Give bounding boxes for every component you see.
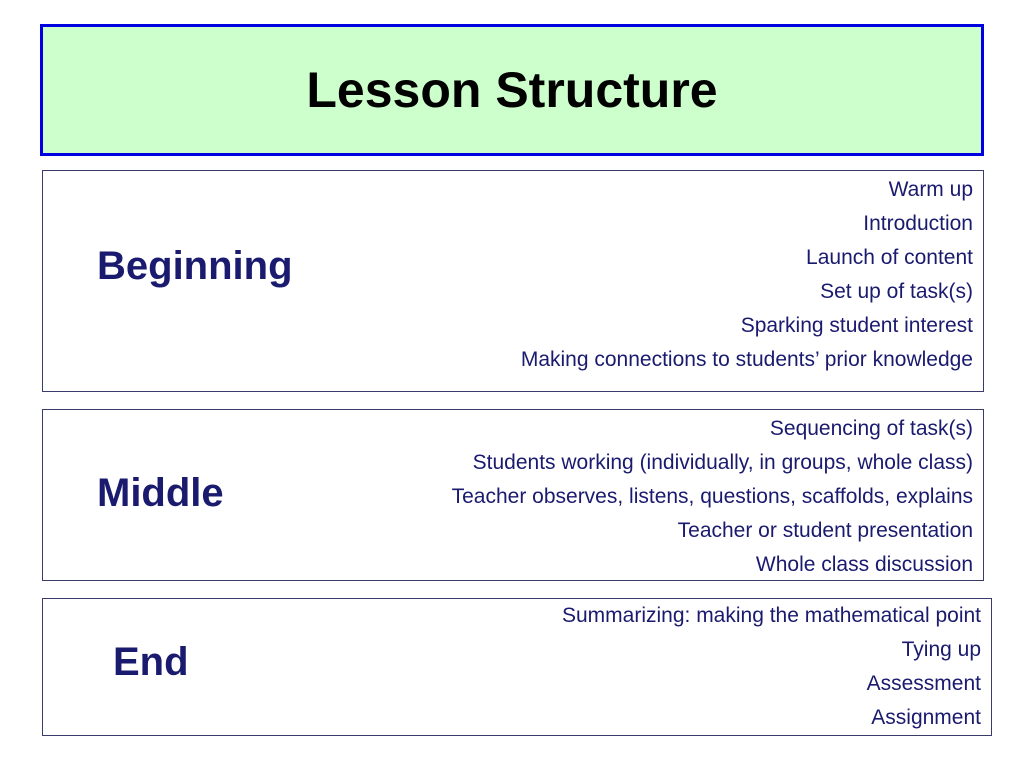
list-item: Assessment bbox=[866, 672, 981, 695]
list-item: Students working (individually, in groups, whole class) bbox=[472, 451, 973, 474]
title-banner bbox=[40, 24, 984, 156]
section-end bbox=[42, 598, 992, 736]
section-beginning bbox=[42, 170, 984, 392]
list-item: Summarizing: making the mathematical point bbox=[561, 604, 981, 627]
section-label-middle: Middle bbox=[97, 471, 224, 515]
beginning-item-list bbox=[521, 173, 973, 377]
list-item: Introduction bbox=[863, 212, 973, 235]
list-item: Making connections to students’ prior knowledge bbox=[520, 348, 973, 371]
section-middle bbox=[42, 409, 984, 581]
list-item: Assignment bbox=[871, 706, 981, 729]
list-item: Warm up bbox=[888, 178, 973, 201]
section-label-beginning: Beginning bbox=[97, 244, 293, 288]
list-item: Teacher or student presentation bbox=[677, 519, 973, 542]
list-item: Set up of task(s) bbox=[820, 280, 973, 303]
list-item: Launch of content bbox=[806, 246, 973, 269]
list-item: Sparking student interest bbox=[740, 314, 973, 337]
list-item: Sequencing of task(s) bbox=[769, 417, 973, 440]
slide-title: Lesson Structure bbox=[306, 62, 718, 118]
section-label-end: End bbox=[113, 640, 189, 684]
list-item: Whole class discussion bbox=[755, 553, 973, 576]
list-item: Tying up bbox=[901, 638, 981, 661]
list-item: Teacher observes, listens, questions, scaffolds, explains bbox=[451, 485, 973, 508]
middle-item-list bbox=[452, 412, 973, 582]
end-item-list bbox=[562, 599, 981, 735]
